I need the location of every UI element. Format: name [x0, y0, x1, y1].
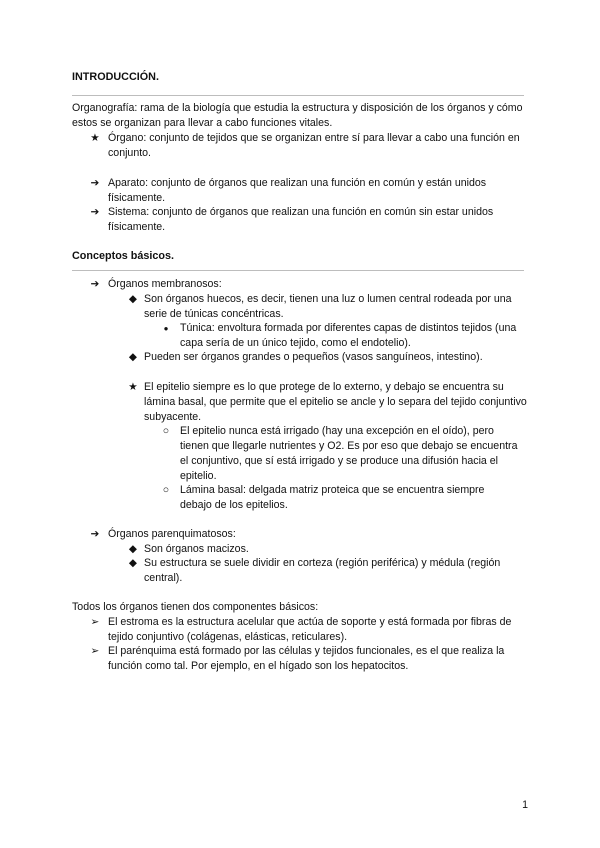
componente-parenquima: El parénquima está formado por las células y tejidos funcionales, es el que realiza la función como tal. Por ejemplo, en el hígado son los hepatocitos.	[108, 645, 505, 672]
list-item-organo: Órgano: conjunto de tejidos que se organizan entre sí para llevar a cabo una función en conjunto.	[108, 132, 520, 159]
heading-introduccion: INTRODUCCIÓN.	[72, 71, 159, 83]
list-item-sistema: Sistema: conjunto de órganos que realizan una función en común sin estar unidos físicamente.	[108, 206, 494, 233]
diamond-bullet-icon: ◆	[128, 351, 138, 363]
arrow-bullet-icon: ➔	[90, 206, 100, 218]
membranosos-epitelio: El epitelio siempre es lo que protege de lo externo, y debajo se encuentra su lámina basal, que permite que el epitelio se ancle y lo separa del tejido conjuntivo subyacente.	[144, 381, 527, 423]
divider	[72, 270, 524, 271]
membranosos-tunica: Túnica: envoltura formada por diferentes capas de distintos tejidos (una capa sería de un único tejido, como el endotelio).	[180, 322, 517, 349]
arrow-bullet-icon: ➔	[90, 528, 100, 540]
membranosos-lamina: Lámina basal: delgada matriz proteica que se encuentra siempre debajo de los epitelios.	[180, 484, 485, 511]
page-number: 1	[522, 799, 528, 811]
arrow-bullet-icon: ➔	[90, 278, 100, 290]
componentes-intro: Todos los órganos tienen dos componentes básicos:	[72, 601, 319, 613]
membranosos-irrigado: El epitelio nunca está irrigado (hay una excepción en el oído), pero tienen que llegarle nutrientes y O2. Es por eso que debajo se encuentra el conjuntivo, que sí está irrigado y se produce una difusión hacia el epitelio.	[180, 425, 518, 482]
intro-paragraph: Organografía: rama de la biología que estudia la estructura y disposición de los órganos y cómo estos se organizan para llevar a cabo funciones vitales.	[72, 102, 523, 129]
circle-bullet-icon: ○	[162, 484, 170, 496]
parenquimatosos-macizos: Son órganos macizos.	[144, 543, 249, 555]
circle-bullet-icon: ○	[162, 425, 170, 437]
divider	[72, 95, 524, 96]
componente-estroma: El estroma es la estructura acelular que actúa de soporte y está formada por fibras de tejido conjuntivo (colágenas, elásticas, reticulares).	[108, 616, 512, 643]
membranosos-huecos: Son órganos huecos, es decir, tienen una luz o lumen central rodeada por una serie de túnicas concéntricas.	[144, 293, 512, 320]
star-bullet-icon: ★	[128, 381, 138, 393]
diamond-bullet-icon: ◆	[128, 557, 138, 569]
parenquimatosos-title: Órganos parenquimatosos:	[108, 528, 236, 540]
list-item-aparato: Aparato: conjunto de órganos que realizan una función en común y están unidos físicamente.	[108, 177, 487, 204]
diamond-bullet-icon: ◆	[128, 543, 138, 555]
arrow-bullet-icon: ➔	[90, 177, 100, 189]
membranosos-grandes: Pueden ser órganos grandes o pequeños (vasos sanguíneos, intestino).	[144, 351, 483, 363]
star-bullet-icon: ★	[90, 132, 100, 144]
dot-bullet-icon: ●	[163, 324, 169, 333]
parenquimatosos-estructura: Su estructura se suele dividir en corteza (región periférica) y médula (región central).	[144, 557, 501, 584]
membranosos-title: Órganos membranosos:	[108, 278, 222, 290]
arrowhead-bullet-icon: ➢	[90, 645, 100, 657]
arrowhead-bullet-icon: ➢	[90, 616, 100, 628]
diamond-bullet-icon: ◆	[128, 293, 138, 305]
heading-conceptos: Conceptos básicos.	[72, 250, 174, 262]
